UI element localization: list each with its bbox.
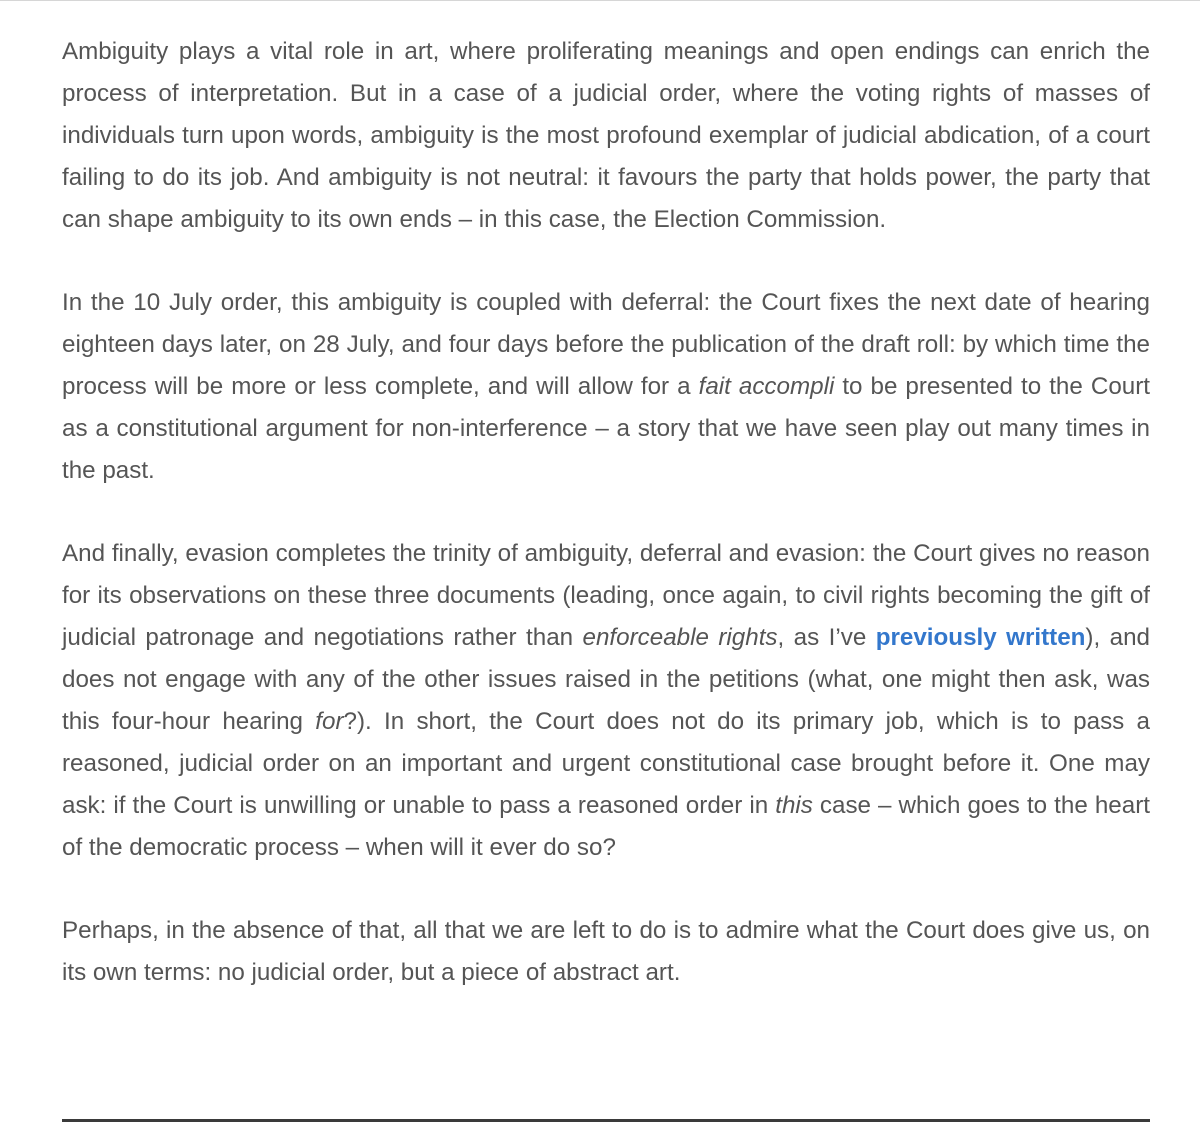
- emphasis-this: this: [775, 792, 813, 819]
- emphasis-fait-accompli: fait accompli: [698, 373, 835, 400]
- paragraph-text: , as I’ve: [777, 624, 876, 651]
- top-divider: [0, 0, 1200, 1]
- paragraph-text: Ambiguity plays a vital role in art, where proliferating meanings and open endings can enrich the process of interpretation. But in a case of a judicial order, where the voting rights of masses of individuals turn upon words, ambiguity is the most profound exemplar of judicial abdication, of a court failing to do its job. And ambiguity is not neutral: it favours the party that holds power, the party that can shape ambiguity to its own ends – in this case, the Election Commission.: [62, 38, 1150, 233]
- bottom-divider: [62, 1119, 1150, 1122]
- paragraph-text: Perhaps, in the absence of that, all that we are left to do is to admire what the Court does give us, on its own terms: no judicial order, but a piece of abstract art.: [62, 917, 1150, 986]
- emphasis-for: for: [315, 708, 344, 735]
- emphasis-enforceable-rights: enforceable rights: [582, 624, 778, 651]
- paragraph-text: And finally, evasion completes the trinity of ambiguity, deferral and evasion: the Court gives no reason for its observations on these three documents (leading, once again, to civil rights becoming the gift of judicial patronage and negotiations rather than: [62, 540, 1150, 651]
- paragraph-deferral: [62, 282, 1150, 492]
- paragraph-evasion: [62, 533, 1150, 869]
- paragraph-text: In the 10 July order, this ambiguity is coupled with deferral: the Court fixes the next date of hearing eighteen days later, on 28 July, and four days before the publication of the draft roll: by which time the process will be more or less complete, and will allow for a: [62, 289, 1150, 400]
- paragraph-ambiguity: [62, 31, 1150, 241]
- paragraph-text: case – which goes to the heart of the democratic process – when will it ever do so?: [62, 792, 1150, 861]
- paragraph-text: to be presented to the Court as a constitutional argument for non-interference – a story that we have seen play out many times in the past.: [62, 373, 1150, 484]
- paragraph-text: ), and does not engage with any of the other issues raised in the petitions (what, one might then ask, was this four-hour hearing: [62, 624, 1150, 735]
- paragraph-text: ?). In short, the Court does not do its primary job, which is to pass a reasoned, judicial order on an important and urgent constitutional case brought before it. One may ask: if the Court is unwilling or unable to pass a reasoned order in: [62, 708, 1150, 819]
- article-body: [62, 31, 1150, 994]
- previously-written-link[interactable]: previously written: [875, 624, 1086, 651]
- paragraph-conclusion: [62, 910, 1150, 994]
